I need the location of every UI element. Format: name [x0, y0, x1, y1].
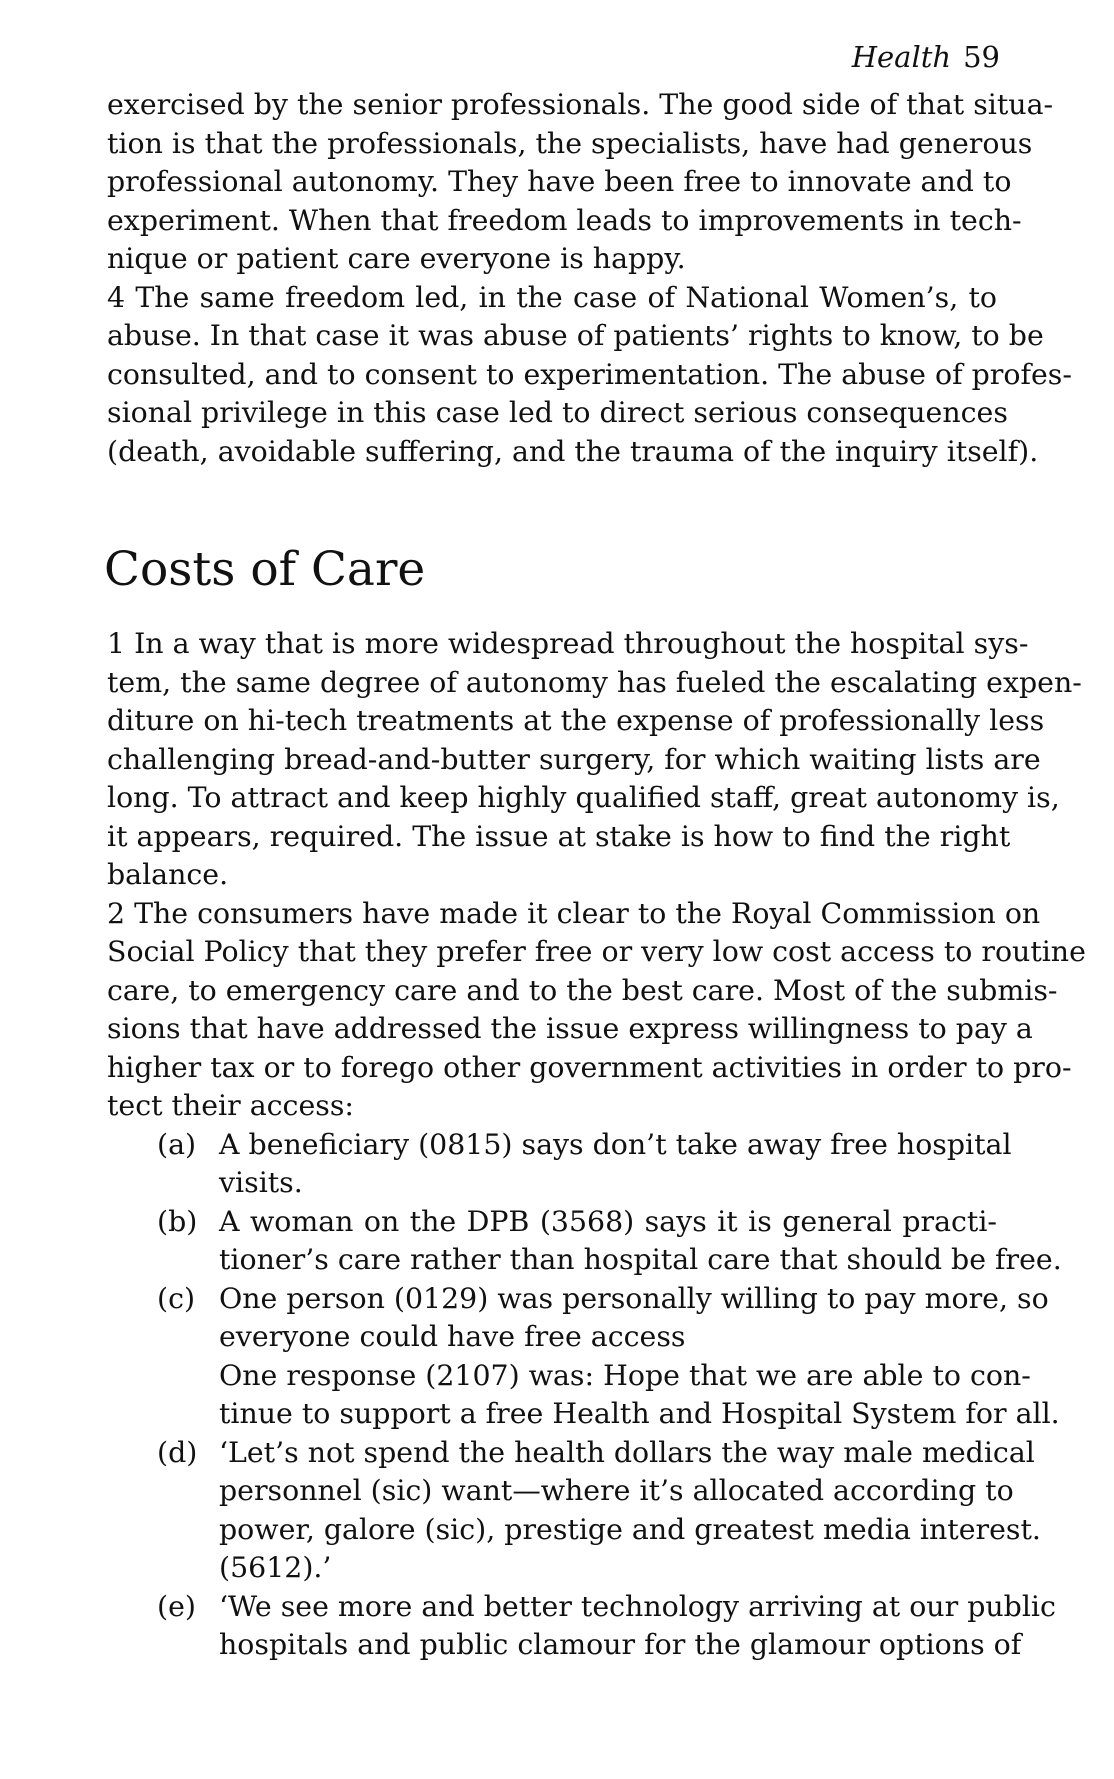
body-text-bottom	[107, 625, 1086, 1665]
list-item-a	[107, 1126, 1012, 1203]
text-line: diture on hi-tech treatments at the expense of professionally less	[107, 704, 1045, 737]
list-item-b	[107, 1203, 1062, 1280]
text-line: balance.	[107, 858, 229, 891]
text-line: challenging bread-and-butter surgery, for which waiting lists are	[107, 742, 1041, 776]
running-head-section: Health	[851, 40, 952, 74]
text-line: long. To attract and keep highly qualified staff, great autonomy is,	[107, 781, 1060, 814]
section-heading: Costs of Care	[104, 542, 426, 597]
text-line: 1 In a way that is more widespread throughout the hospital sys-	[107, 627, 1029, 660]
text-line: 2 The consumers have made it clear to the Royal Commission on	[107, 896, 1041, 930]
list-item-line: tinue to support a free Health and Hospital System for all.	[219, 1397, 1060, 1430]
list-item-line: One person (0129) was personally willing to pay more, so	[219, 1281, 1049, 1315]
text-line: tect their access:	[107, 1089, 354, 1122]
list-item-line: power, galore (sic), prestige and greatest media interest.	[219, 1512, 1041, 1546]
list-item-label: (c)	[157, 1281, 196, 1315]
list-item-line: ‘We see more and better technology arriving at our public	[219, 1589, 1056, 1623]
text-line: professional autonomy. They have been free to innovate and to	[107, 165, 1012, 198]
text-line: experiment. When that freedom leads to improvements in tech-	[107, 203, 1022, 237]
text-line: sions that have addressed the issue express willingness to pay a	[107, 1012, 1033, 1045]
list-item-d	[107, 1434, 1041, 1588]
list-item-label: (b)	[157, 1204, 198, 1238]
text-line: nique or patient care everyone is happy.	[107, 242, 686, 275]
text-line: abuse. In that case it was abuse of patients’ rights to know, to be	[107, 319, 1044, 352]
text-line: sional privilege in this case led to direct serious consequences	[107, 396, 1008, 429]
list-item-line: A beneficiary (0815) says don’t take away free hospital	[219, 1127, 1012, 1161]
body-text-top	[107, 86, 1072, 471]
list-item-line: visits.	[219, 1166, 303, 1199]
list-item-label: (d)	[157, 1435, 198, 1469]
text-line: Social Policy that they prefer free or very low cost access to routine	[107, 935, 1086, 968]
list-item-line: personnel (sic) want—where it’s allocated according to	[219, 1474, 1014, 1507]
list-item-line: tioner’s care rather than hospital care that should be free.	[219, 1243, 1062, 1276]
running-head	[852, 38, 1000, 76]
text-line: 4 The same freedom led, in the case of National Women’s, to	[107, 280, 997, 314]
text-line: higher tax or to forego other government activities in order to pro-	[107, 1050, 1072, 1084]
page-number: 59	[963, 40, 1000, 74]
list-item-label: (a)	[157, 1127, 197, 1161]
text-line: tem, the same degree of autonomy has fueled the escalating expen-	[107, 665, 1082, 699]
list-item-line: (5612).’	[219, 1551, 332, 1584]
list-item-line: ‘Let’s not spend the health dollars the way male medical	[219, 1435, 1035, 1469]
text-line: care, to emergency care and to the best care. Most of the submis-	[107, 973, 1058, 1007]
text-line: exercised by the senior professionals. The good side of that situa-	[107, 88, 1054, 121]
text-line: (death, avoidable suffering, and the trauma of the inquiry itself).	[107, 434, 1039, 468]
list-item-label: (e)	[157, 1589, 196, 1623]
list-item-line: A woman on the DPB (3568) says it is general practi-	[219, 1204, 997, 1238]
list-item-e	[107, 1588, 1056, 1665]
list-item-line: everyone could have free access	[219, 1320, 686, 1353]
text-line: tion is that the professionals, the specialists, have had generous	[107, 126, 1033, 160]
list-item-line: hospitals and public clamour for the glamour options of	[219, 1628, 1022, 1661]
list-item-line: One response (2107) was: Hope that we are able to con-	[219, 1358, 1031, 1392]
text-line: it appears, required. The issue at stake is how to find the right	[107, 819, 1011, 853]
text-line: consulted, and to consent to experimentation. The abuse of profes-	[107, 357, 1072, 391]
list-item-c	[107, 1280, 1060, 1434]
